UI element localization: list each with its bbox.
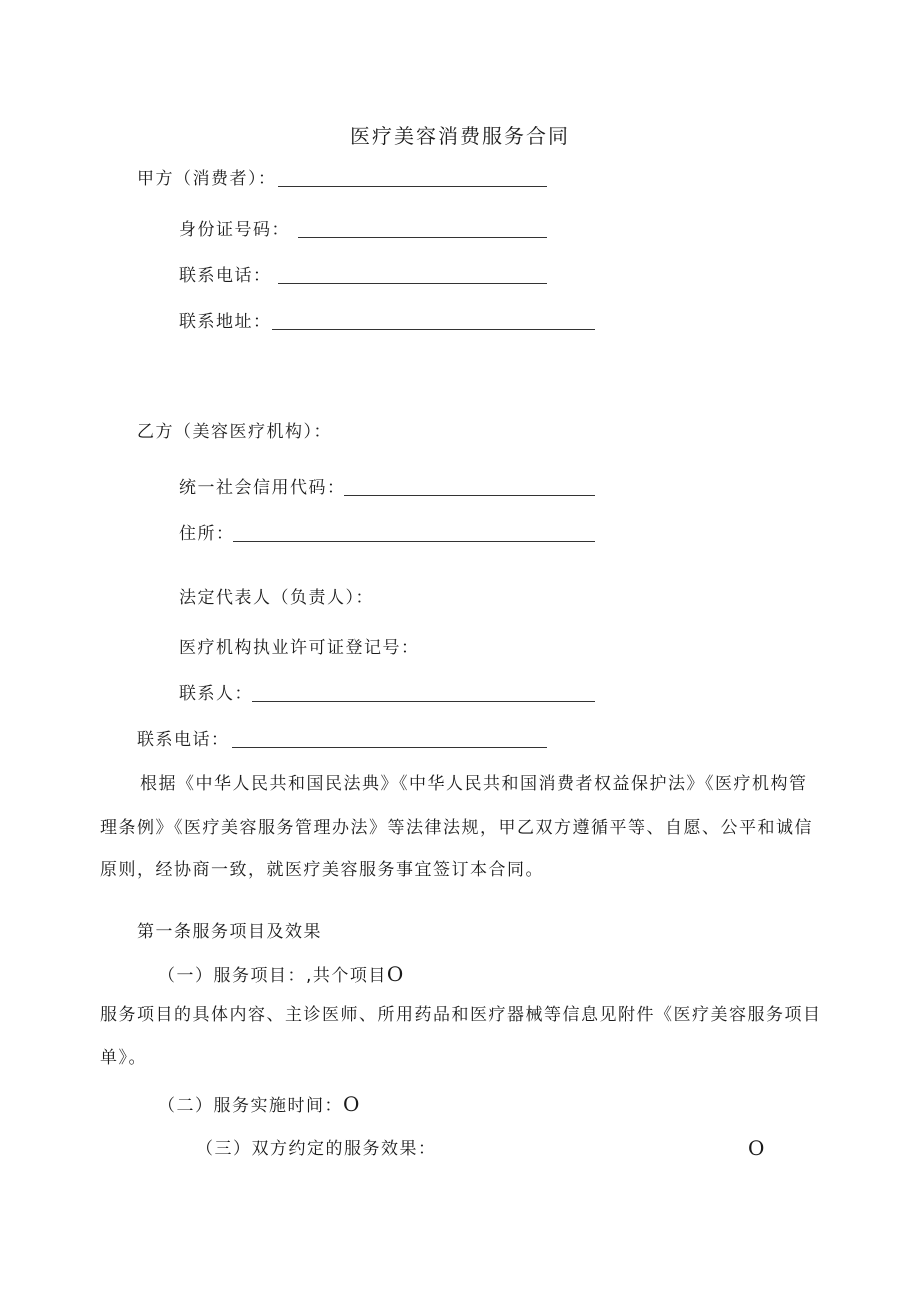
preamble-line-3: 原则，经协商一致，就医疗美容服务事宜签订本合同。 [100,860,544,880]
item-1-label: （一）服务项目：,共个项目 [158,966,387,986]
preamble-line-2: 理条例》《医疗美容服务管理办法》等法律法规，甲乙双方遵循平等、自愿、公平和诚信 [100,818,813,838]
party-a-address-label: 联系地址： [179,312,272,332]
party-a-label: 甲方（消费者）： [137,169,277,189]
detail-line-2: 单》。 [100,1048,147,1068]
detail-line-1: 服务项目的具体内容、主诊医师、所用药品和医疗器械等信息见附件《医疗美容服务项目 [100,1005,822,1025]
party-b-label: 乙方（美容医疗机构）： [137,422,332,442]
party-a-address-field[interactable] [272,329,595,330]
item-3-label: （三）双方约定的服务效果： [196,1139,437,1159]
license-label: 医疗机构执业许可证登记号： [179,638,420,658]
residence-field[interactable] [233,541,595,542]
article-1-item-2 [158,1092,359,1118]
party-b-phone-label: 联系电话： [137,730,230,750]
party-b-phone-field[interactable] [232,747,547,748]
legal-rep-label: 法定代表人（负责人）： [179,588,374,608]
item-2-mark: O [343,1092,360,1116]
id-number-label: 身份证号码： [179,220,290,240]
article-1-heading: 第一条服务项目及效果 [137,922,322,942]
item-3-mark: O [748,1136,765,1160]
contact-person-field[interactable] [252,701,595,702]
document-title: 医疗美容消费服务合同 [350,124,570,148]
article-1-item-1 [158,962,403,988]
party-a-name-field[interactable] [278,186,547,187]
item-1-mark: O [386,962,404,986]
credit-code-field[interactable] [344,495,595,496]
residence-label: 住所： [179,524,235,544]
credit-code-label: 统一社会信用代码： [179,478,346,498]
id-number-field[interactable] [298,237,547,238]
party-a-phone-label: 联系电话： [179,266,272,286]
preamble-line-1: 根据《中华人民共和国民法典》《中华人民共和国消费者权益保护法》《医疗机构管 [140,774,808,794]
contact-person-label: 联系人： [179,684,253,704]
party-a-phone-field[interactable] [278,283,547,284]
item-2-label: （二）服务实施时间： [158,1096,343,1116]
